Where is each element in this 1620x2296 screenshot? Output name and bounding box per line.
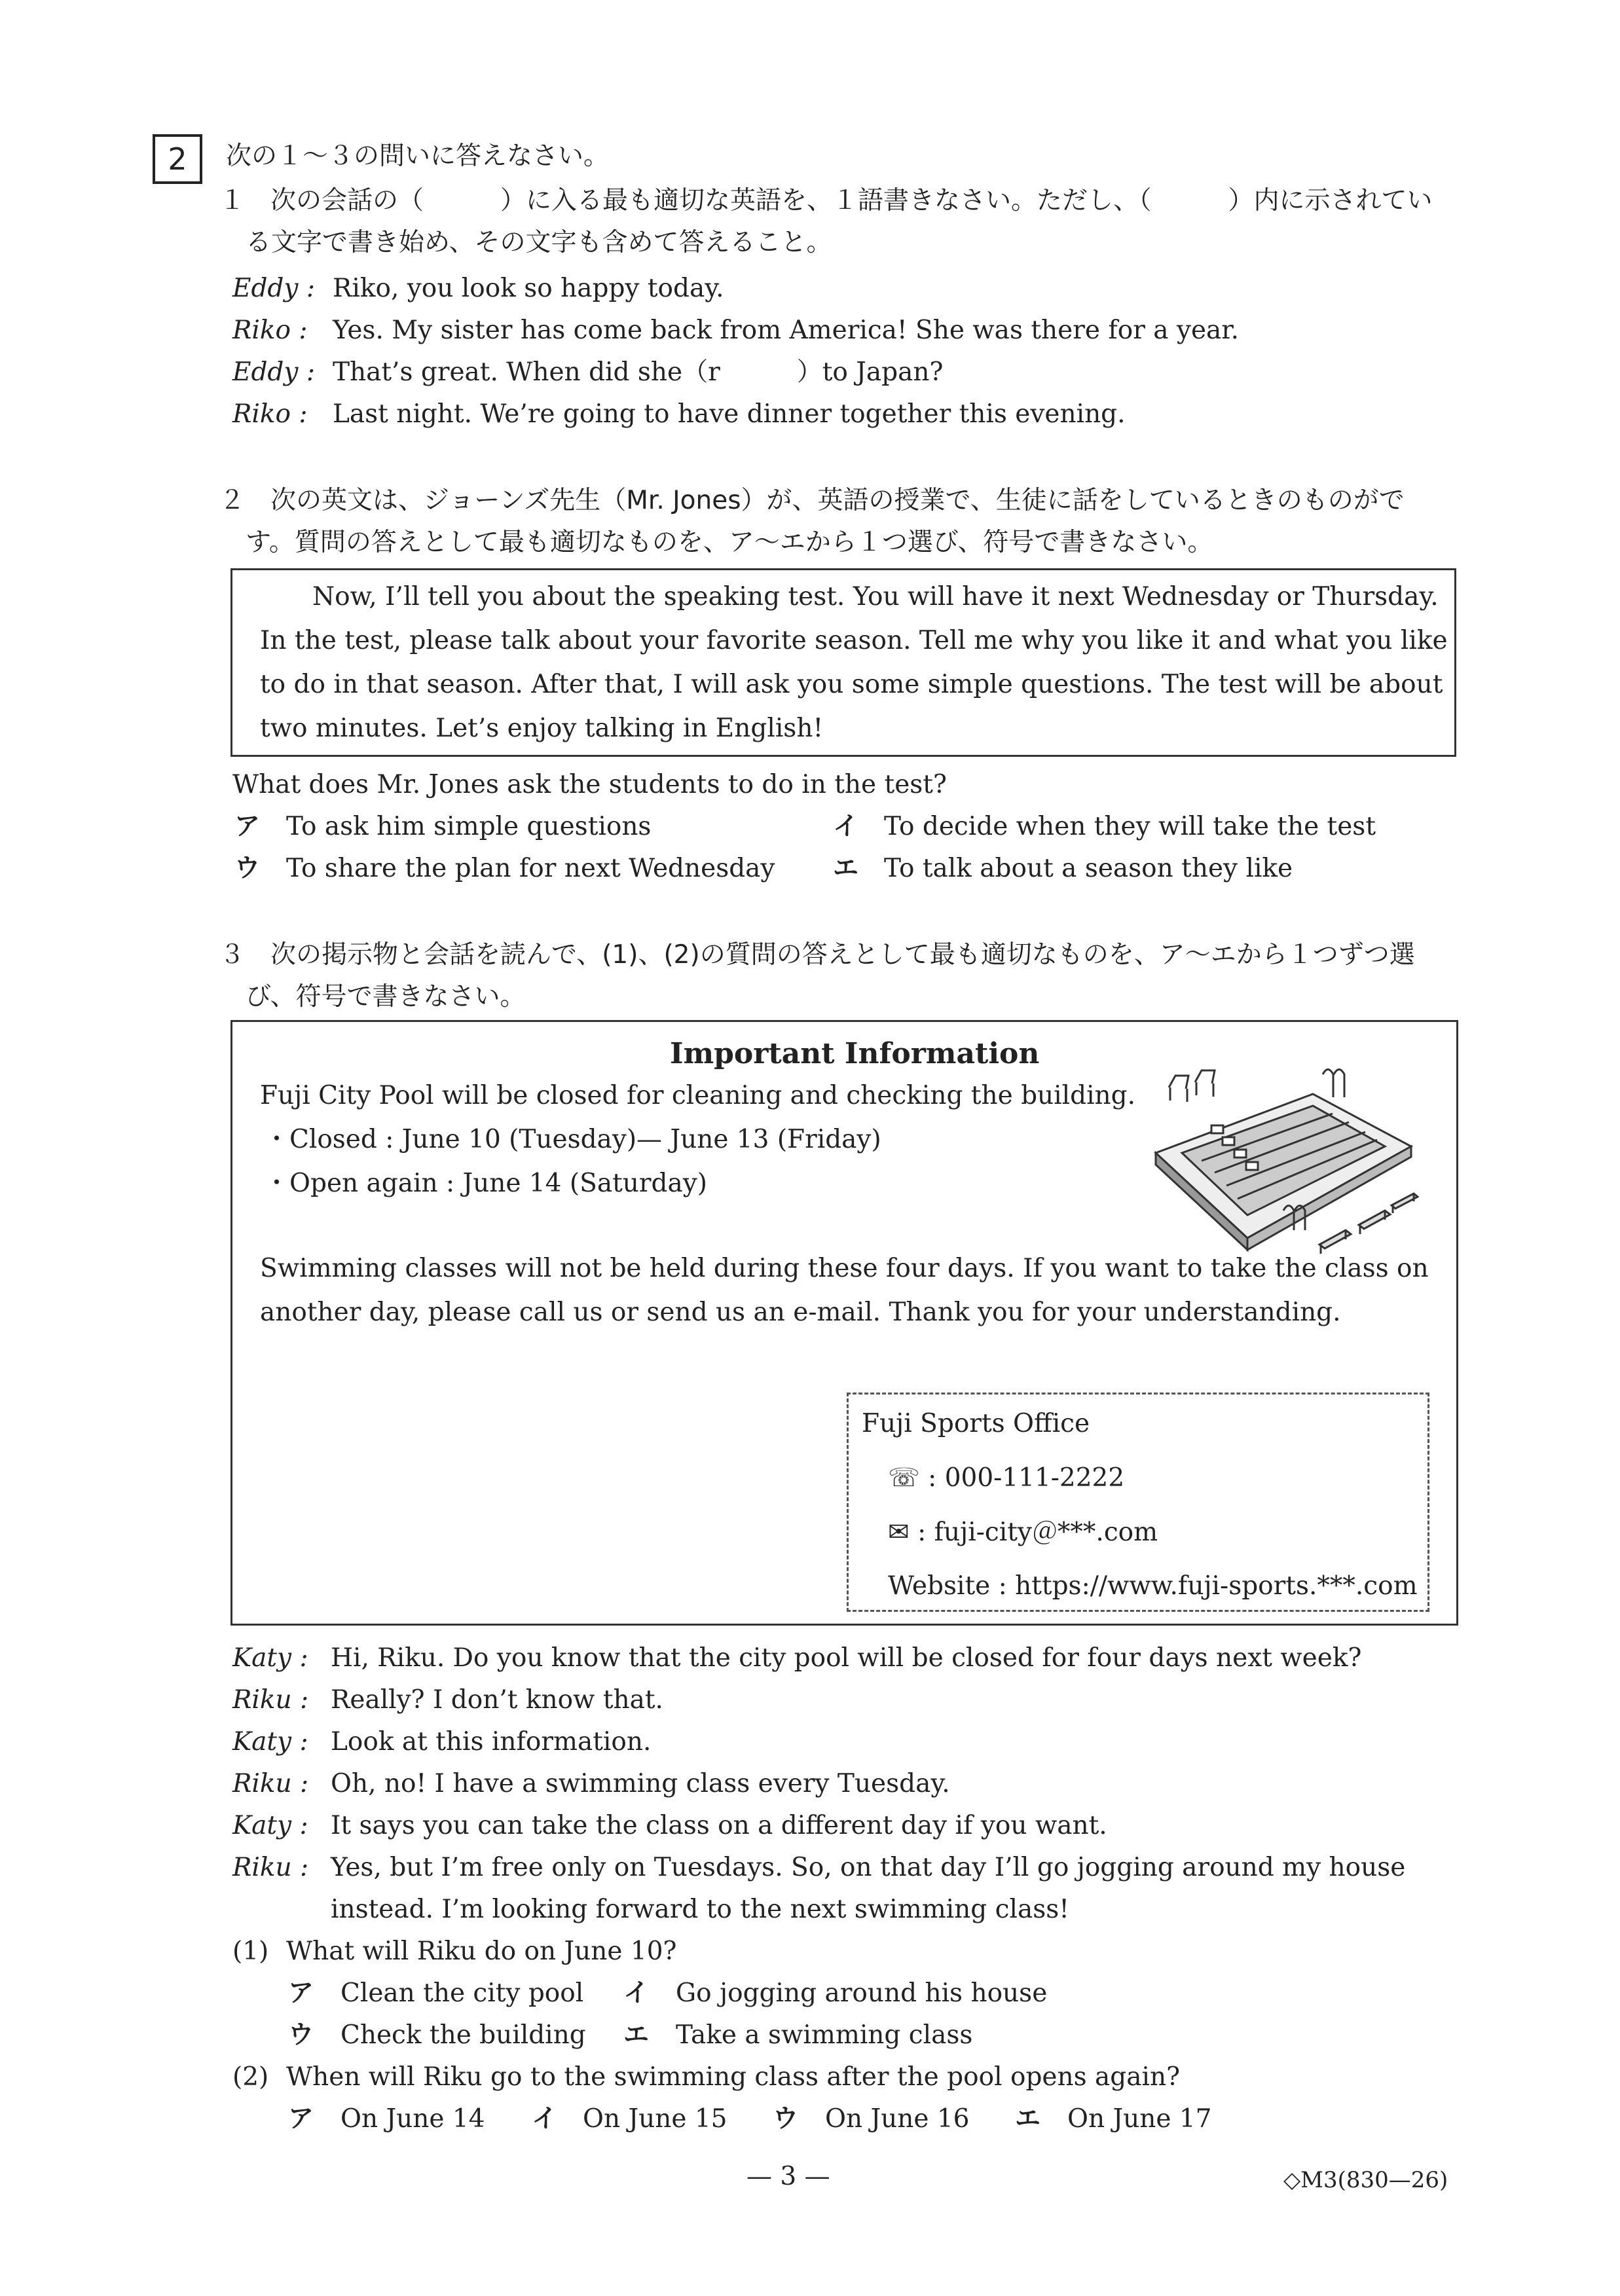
choice-mark: ア [288,2104,314,2134]
choice-text: On June 17 [1067,2104,1212,2134]
notice-body-line2: another day, please call us or send us an e-mail. Thank you for your understanding. [260,1298,1341,1327]
q3-line: Look at this information. [331,1727,652,1757]
choice-text: On June 14 [341,2104,485,2134]
choice-mark: エ [1015,2104,1041,2134]
choice-mark: ウ [773,2104,799,2134]
office-email: ✉ : fuji-city＠***.com [888,1518,1158,1547]
q3-line: Yes, but I’m free only on Tuesdays. So, on that day I’ll go jogging around my house [331,1853,1406,1882]
q3-line: Hi, Riku. Do you know that the city pool will be closed for four days next week? [331,1643,1362,1673]
choice-mark: ウ [234,854,261,883]
choice-text: On June 16 [825,2104,970,2134]
choice-mark: イ [623,1978,650,2008]
q1-speaker: Riko : [232,316,308,345]
q3-line: It says you can take the class on a different day if you want. [331,1811,1107,1840]
choice-text: To talk about a season they like [884,854,1293,883]
notice-open: ・Open again : June 14 (Saturday) [264,1169,707,1198]
q2-question: What does Mr. Jones ask the students to do in the test? [232,770,947,799]
q3-speaker: Riku : [232,1853,309,1882]
choice-mark: ア [288,1978,314,2008]
choice-mark: ア [234,812,261,841]
sub1-question: What will Riku do on June 10? [286,1937,677,1966]
q1-instruction-line1: １ 次の会話の（ ）に入る最も適切な英語を、１語書きなさい。ただし、（ ）内に示されてい [219,186,1433,215]
main-instruction: 次の１～３の問いに答えなさい。 [226,141,610,171]
notice-body-line1: Swimming classes will not be held during these four days. If you want to take the class on [260,1254,1429,1283]
passage-line: Now, I’ll tell you about the speaking test. You will have it next Wednesday or Thursday. [312,582,1439,611]
passage-line: two minutes. Let’s enjoy talking in English! [260,714,824,743]
passage-line: to do in that season. After that, I will ask you some simple questions. The test will be about [260,670,1443,699]
choice-text: To ask him simple questions [286,812,652,841]
pool-illustration [1149,1048,1424,1264]
choice-text: Check the building [341,2020,586,2050]
notice-intro: Fuji City Pool will be closed for cleaning and checking the building. [260,1081,1136,1110]
sub1-label: (1) [232,1937,269,1966]
q3-speaker: Riku : [232,1769,309,1798]
question-number-box: 2 [153,134,202,184]
choice-mark: エ [623,2020,650,2050]
q2-instruction-line1: ２ 次の英文は、ジョーンズ先生（Mr. Jones）が、英語の授業で、生徒に話をしているときのものがで [219,486,1405,515]
choice-mark: ウ [288,2020,314,2050]
q2-passage-box [230,568,1456,757]
passage-line: In the test, please talk about your favorite season. Tell me why you like it and what you like [260,626,1448,655]
q3-speaker: Katy : [232,1811,308,1840]
choice-text: Clean the city pool [341,1978,584,2008]
q1-line: Riko, you look so happy today. [333,274,724,303]
q1-line: That’s great. When did she（r ）to Japan? [333,357,944,387]
sub2-label: (2) [232,2062,269,2092]
q1-instruction-line2: る文字で書き始め、その文字も含めて答えること。 [246,228,832,257]
notice-board [230,1020,1458,1626]
q1-line: Yes. My sister has come back from America! She was there for a year. [333,316,1240,345]
notice-closed: ・Closed : June 10 (Tuesday)— June 13 (Friday) [264,1125,881,1154]
page-number: — 3 — [746,2162,830,2191]
office-website: Website : https://www.fuji-sports.***.com [888,1571,1418,1601]
choice-text: On June 15 [583,2104,727,2134]
q3-line-continued: instead. I’m looking forward to the next swimming class! [331,1895,1069,1924]
exam-code: ◇M3(830—26) [1283,2167,1448,2193]
q3-instruction-line1: ３ 次の掲示物と会話を読んで、(1)、(2)の質問の答えとして最も適切なものを、ア～エから１つずつ選 [219,940,1415,970]
q3-line: Really? I don’t know that. [331,1685,663,1715]
q3-line: Oh, no! I have a swimming class every Tuesday. [331,1769,950,1798]
choice-text: Take a swimming class [676,2020,973,2050]
contact-box [847,1393,1429,1612]
office-phone: ☏ : 000-111-2222 [888,1463,1125,1493]
q1-line: Last night. We’re going to have dinner together this evening. [333,399,1126,429]
q1-speaker: Riko : [232,399,308,429]
q3-instruction-line2: び、符号で書きなさい。 [246,982,526,1011]
choice-text: To decide when they will take the test [884,812,1376,841]
choice-text: Go jogging around his house [676,1978,1048,2008]
choice-text: To share the plan for next Wednesday [286,854,775,883]
q2-instruction-line2: す。質問の答えとして最も適切なものを、ア～エから１つ選び、符号で書きなさい。 [246,528,1213,557]
q3-speaker: Katy : [232,1643,308,1673]
sub2-question: When will Riku go to the swimming class after the pool opens again? [286,2062,1180,2092]
q3-speaker: Katy : [232,1727,308,1757]
choice-mark: イ [833,812,859,841]
choice-mark: イ [532,2104,558,2134]
q1-speaker: Eddy : [232,357,315,387]
q3-speaker: Riku : [232,1685,309,1715]
choice-mark: エ [833,854,859,883]
notice-title: Important Information [670,1037,1040,1070]
office-name: Fuji Sports Office [862,1409,1090,1438]
q1-speaker: Eddy : [232,274,315,303]
